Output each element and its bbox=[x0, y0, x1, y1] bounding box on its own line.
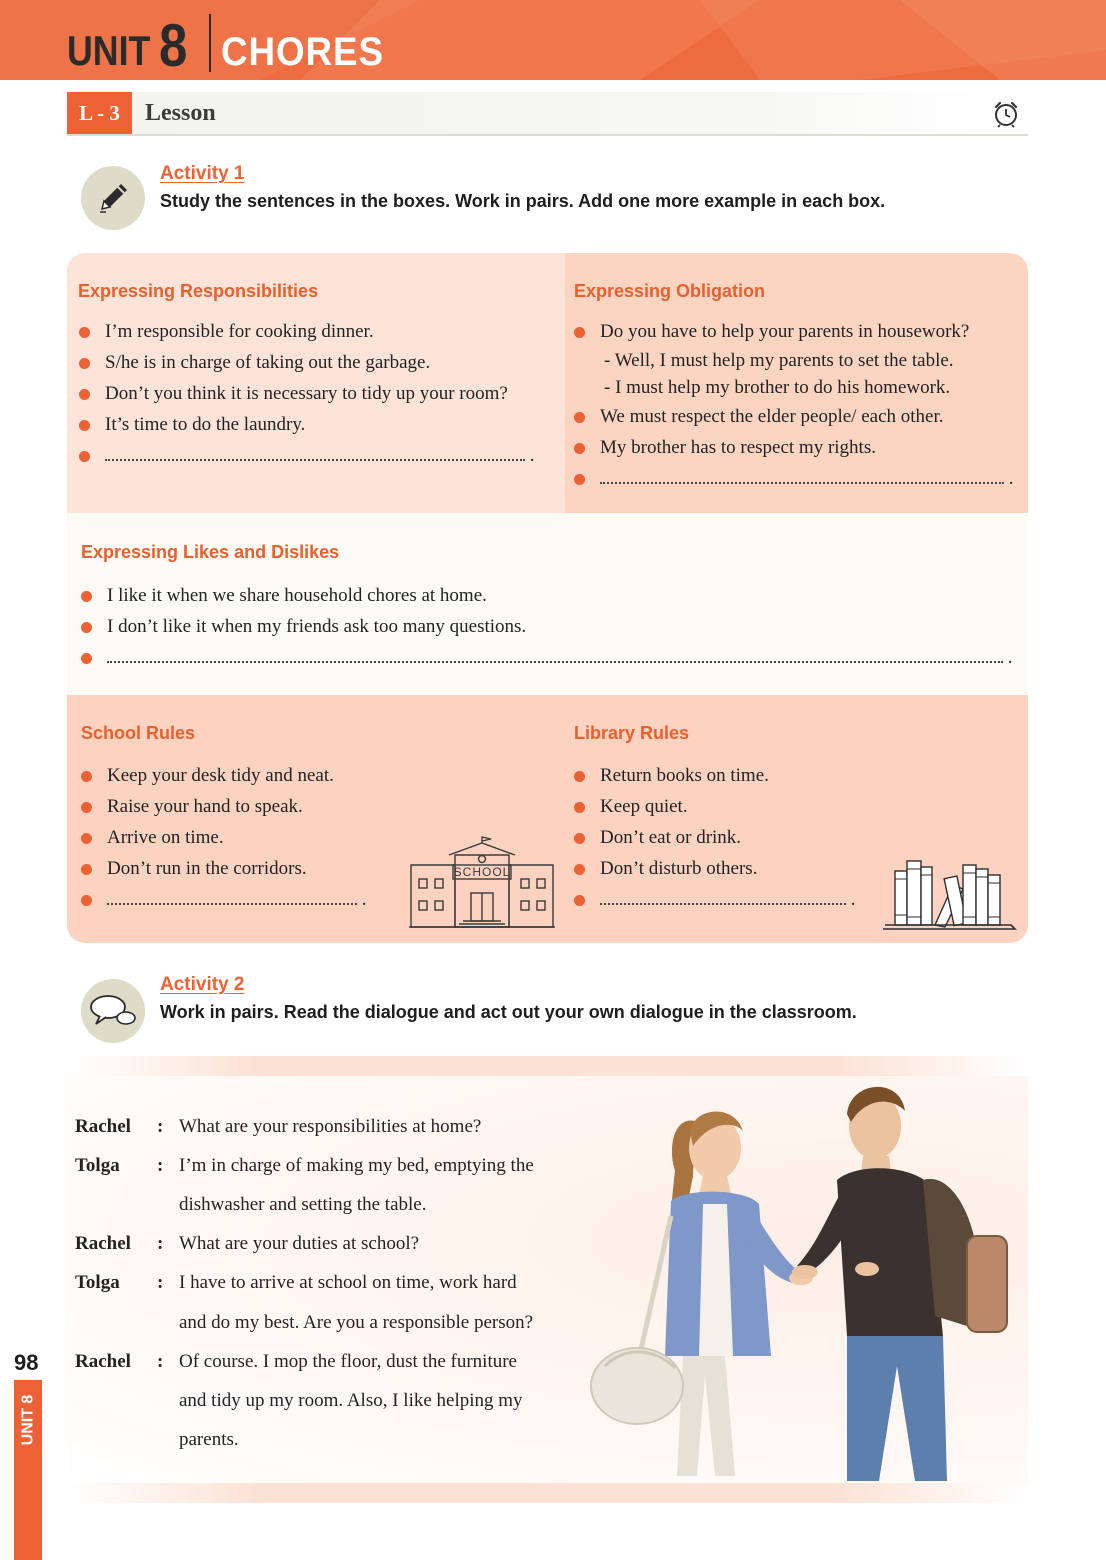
list-item: Don’t run in the corridors. bbox=[81, 853, 367, 884]
library-rules-title: Library Rules bbox=[574, 723, 690, 743]
school-building-icon bbox=[409, 835, 555, 931]
unit-title bbox=[67, 12, 398, 79]
list-subitem: - Well, I must help my parents to set the table. bbox=[604, 350, 954, 371]
speaker-colon: : bbox=[157, 1116, 164, 1137]
likes-box bbox=[67, 513, 1028, 695]
blank-answer-line[interactable] bbox=[574, 884, 856, 915]
blank-end: . bbox=[850, 889, 856, 910]
utterance: I have to arrive at school on time, work hard bbox=[179, 1272, 517, 1293]
students-talking-illustration bbox=[575, 1076, 1030, 1483]
unit-word: UNIT bbox=[67, 27, 151, 74]
unit-number: 8 bbox=[159, 12, 188, 79]
blank-end: . bbox=[1007, 647, 1013, 668]
speech-bubbles-icon bbox=[88, 992, 138, 1030]
obligation-box bbox=[565, 253, 1028, 513]
responsibilities-title: Expressing Responsibilities bbox=[78, 281, 319, 301]
utterance-continued: and tidy up my room. Also, I like helping my bbox=[179, 1390, 523, 1411]
speaker: Rachel bbox=[75, 1351, 131, 1372]
lesson-bar bbox=[67, 92, 1028, 136]
list-item: Don’t disturb others. bbox=[574, 853, 856, 884]
responsibilities-box bbox=[67, 253, 565, 513]
list-item: Don’t eat or drink. bbox=[574, 822, 856, 853]
activity2-icon-badge bbox=[81, 979, 145, 1043]
school-rules-list bbox=[81, 760, 367, 915]
utterance: Of course. I mop the floor, dust the furniture bbox=[179, 1351, 517, 1372]
alarm-clock-icon bbox=[992, 100, 1020, 128]
activity1-instruction: Study the sentences in the boxes. Work in pairs. Add one more example in each box. bbox=[160, 191, 886, 211]
unit-banner bbox=[0, 0, 1106, 80]
dialogue-band-top bbox=[67, 1056, 1028, 1076]
speaker: Rachel bbox=[75, 1233, 131, 1254]
page-number: 98 bbox=[14, 1350, 39, 1375]
speaker: Tolga bbox=[75, 1155, 120, 1176]
utterance-continued: parents. bbox=[179, 1429, 239, 1450]
bookshelf-icon bbox=[883, 855, 1019, 933]
side-tab-label-wrap bbox=[14, 1380, 42, 1460]
utterance: I’m in charge of making my bed, emptying the bbox=[179, 1155, 534, 1176]
speaker-colon: : bbox=[157, 1233, 164, 1254]
list-item: We must respect the elder people/ each other. bbox=[574, 401, 1014, 432]
blank-end: . bbox=[529, 445, 535, 466]
library-rules-list bbox=[574, 760, 856, 915]
likes-list bbox=[81, 580, 1013, 673]
likes-title: Expressing Likes and Dislikes bbox=[81, 542, 340, 562]
dialogue-band-bottom bbox=[67, 1483, 1028, 1503]
speaker-colon: : bbox=[157, 1351, 164, 1372]
blank-answer-line[interactable] bbox=[81, 884, 367, 915]
list-item: Return books on time. bbox=[574, 760, 856, 791]
school-sign: SCHOOL bbox=[453, 865, 511, 879]
activity1-title: Activity 1 bbox=[160, 163, 245, 184]
title-divider bbox=[209, 14, 211, 72]
school-rules-title: School Rules bbox=[81, 723, 196, 743]
list-item: It’s time to do the laundry. bbox=[79, 409, 535, 440]
list-item: I like it when we share household chores at home. bbox=[81, 580, 1013, 611]
list-item: I don’t like it when my friends ask too many questions. bbox=[81, 611, 1013, 642]
blank-answer-line[interactable] bbox=[574, 463, 1014, 494]
blank-end: . bbox=[361, 889, 367, 910]
responsibilities-list bbox=[79, 316, 535, 471]
list-item: Do you have to help your parents in housework? bbox=[574, 316, 1014, 347]
speaker: Rachel bbox=[75, 1116, 131, 1137]
utterance-continued: dishwasher and setting the table. bbox=[179, 1194, 427, 1215]
list-item: S/he is in charge of taking out the garbage. bbox=[79, 347, 535, 378]
obligation-title: Expressing Obligation bbox=[574, 281, 766, 301]
unit-name: CHORES bbox=[221, 30, 384, 74]
side-tab-label: UNIT 8 bbox=[19, 1394, 37, 1446]
activity2-instruction: Work in pairs. Read the dialogue and act out your own dialogue in the classroom. bbox=[160, 1002, 857, 1022]
list-item: My brother has to respect my rights. bbox=[574, 432, 1014, 463]
utterance: What are your duties at school? bbox=[179, 1233, 420, 1254]
library-rules-box bbox=[565, 695, 1028, 943]
obligation-list bbox=[574, 316, 1014, 494]
list-subitem: - I must help my brother to do his homework. bbox=[604, 377, 951, 398]
girl-figure bbox=[591, 1111, 813, 1476]
speaker: Tolga bbox=[75, 1272, 120, 1293]
activity2-title: Activity 2 bbox=[160, 974, 245, 995]
blank-end: . bbox=[1008, 468, 1014, 489]
list-item: Keep your desk tidy and neat. bbox=[81, 760, 367, 791]
lesson-code: L - 3 bbox=[67, 92, 132, 134]
speaker-colon: : bbox=[157, 1272, 164, 1293]
blank-answer-line[interactable] bbox=[81, 642, 1013, 673]
list-item: Arrive on time. bbox=[81, 822, 367, 853]
utterance: What are your responsibilities at home? bbox=[179, 1116, 482, 1137]
school-rules-box bbox=[67, 695, 565, 943]
blank-answer-line[interactable] bbox=[79, 440, 535, 471]
boy-figure bbox=[792, 1087, 1007, 1481]
list-item: I’m responsible for cooking dinner. bbox=[79, 316, 535, 347]
lesson-label: Lesson bbox=[145, 100, 216, 126]
list-item: Don’t you think it is necessary to tidy up your room? bbox=[79, 378, 535, 409]
activity1-icon-badge bbox=[81, 166, 145, 230]
list-item: Raise your hand to speak. bbox=[81, 791, 367, 822]
speaker-colon: : bbox=[157, 1155, 164, 1176]
list-item: Keep quiet. bbox=[574, 791, 856, 822]
utterance-continued: and do my best. Are you a responsible person? bbox=[179, 1312, 534, 1333]
pencil-icon bbox=[94, 179, 132, 217]
